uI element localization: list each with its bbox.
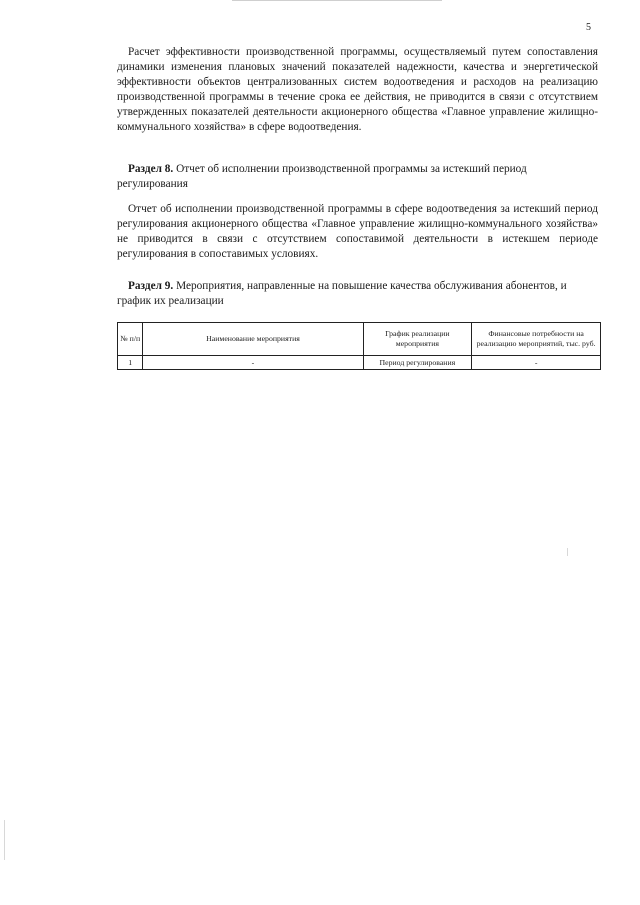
report-paragraph [117, 202, 598, 262]
row-num: 1 [118, 356, 143, 370]
scan-artifact-left [4, 820, 5, 860]
header-finance: Финансовые потребности на реализацию мероприятий, тыс. руб. [472, 323, 601, 356]
efficiency-paragraph-text: Расчет эффективности производственной программы, осуществляемый путем сопоставления динамики изменения плановых значений показателей надежности, качества и энергетической эффективности объектов централизованных систем водоотведения и расходов на реализацию производственной программы в течение срока ее действия, не приводится в связи с отсутствием утвержденных показателей деятельности акционерного общества «Главное управление жилищно-коммунального хозяйства» в сфере водоотведения. [117, 46, 598, 133]
header-schedule: График реализации мероприятия [363, 323, 472, 356]
header-num: № п/п [118, 323, 143, 356]
efficiency-paragraph [117, 45, 598, 135]
header-name: Наименование мероприятия [143, 323, 363, 356]
row-finance: - [472, 356, 601, 370]
events-table [117, 322, 601, 370]
row-name: - [143, 356, 363, 370]
section-9-title: Мероприятия, направленные на повышение качества обслуживания абонентов, и график их реализации [117, 280, 567, 307]
table-row [118, 356, 601, 370]
section-8-heading [117, 162, 598, 192]
page-number: 5 [586, 22, 591, 33]
scan-artifact-top [232, 0, 442, 1]
section-8-label: Раздел 8. [128, 163, 174, 175]
report-paragraph-text: Отчет об исполнении производственной программы в сфере водоотведения за истекший период регулирования акционерного общества «Главное управление жилищно-коммунального хозяйства» не приводится в связи с отсутствием сопоставимой деятельности в истекшем периоде регулирования в сопоставимых условиях. [117, 203, 598, 260]
section-9-label: Раздел 9. [128, 280, 174, 292]
row-schedule: Период регулирования [363, 356, 472, 370]
section-9-heading [117, 279, 598, 309]
section-8-title: Отчет об исполнении производственной программы за истекший период регулирования [117, 163, 527, 190]
scan-artifact-right [567, 548, 568, 556]
table-header-row [118, 323, 601, 356]
